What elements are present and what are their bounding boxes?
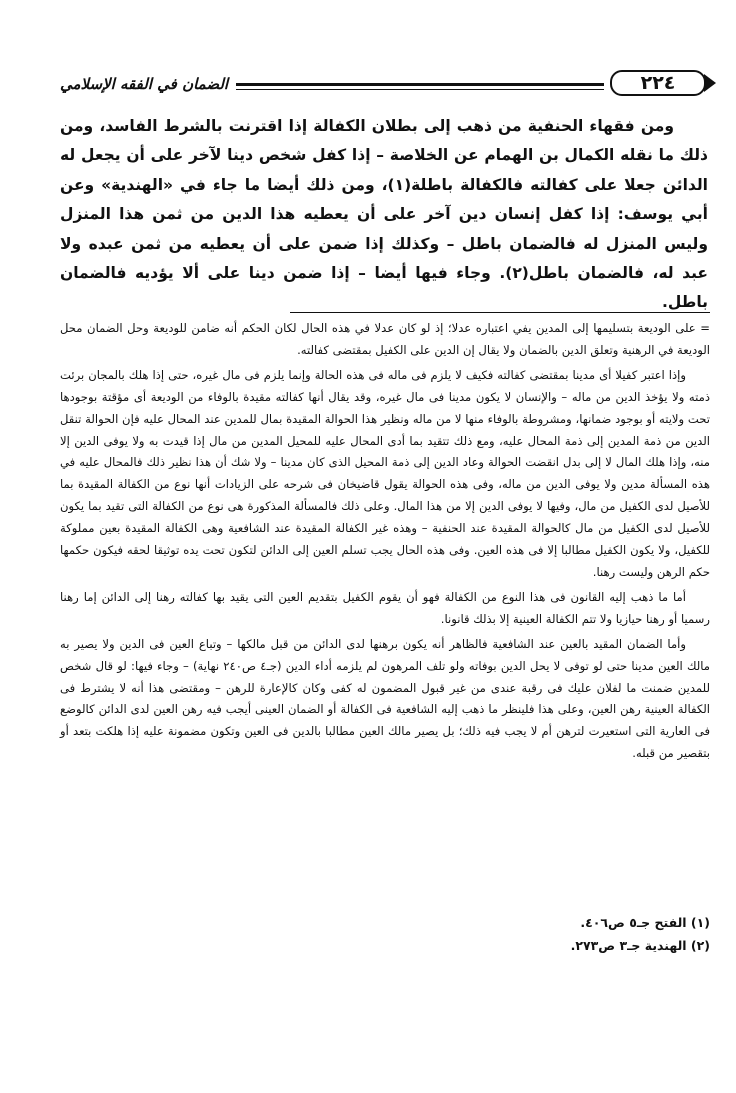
footnote-continuation: = على الوديعة بتسليمها إلى المدين يفي اعتباره عدلا؛ إذ لو كان عدلا في هذه الحال لكان الحكم أنه ضامن للوديعة وحل الضمان محل الوديعة في الرهنية وتعلق الدين بالضمان ولا يقال إن الدين على الكفيل بمقتضى كفالته. (60, 321, 710, 357)
running-title: الضمان في الفقه الإسلامي (52, 72, 236, 96)
footnote-paragraph: وإذا اعتبر كفيلا أى مدينا بمقتضى كفالته فكيف لا يلزم فى ماله فى هذه الحالة وإنما يلزم فى مال غيره، حتى إذا هلك بالمجان برئت ذمته ولا يؤخذ الدين من ماله – والإنسان لا يكون مدينا فى مال غيره، وقد يقال أنها كفالته مقيدة بالوفاء من الوديعة أى مؤقتة بوجودها تحت ولايته أو بوجود ضمانها، ومشروطة بالوفاء منها لا من ماله ونظير هذا الحوالة المقيدة بمال للمدين عند المحال عليه فإن الحوالة تنقل الدين من ذمة المدين إلى ذمة المحال عليه، ومع ذلك تتقيد بما أدى المحال عليه للمحيل المدين من مال إذا قيدت به ولا يوفى الدين إلا منه، وإذا هلك المال لا إلى بدل انقضت الحوالة وعاد الدين إلى ذمة المحيل الذى كان مدينا – ولا شك أن هذا نظير ذلك فالمحال عليه في هذه المسألة مدين ولا يوفى الدين من ماله، وفى هذه الحوالة يقول قاضيخان فى شرحه على الزيادات أنها نوع من الكفالة المقيدة بما للأصيل لدى الكفيل من مال، وفيها لا يوفى الدين إلا من هذا المال. وعلى ذلك فالمسألة المذكورة هى نوع من الكفالة التى تقيد بما يكون للأصيل لدى الكفيل من مال كالحوالة المقيدة عند الحنفية – وهذه غير الكفالة المقيدة عند الشافعية وهى الكفالة المقيدة بعين مملوكة للكفيل، ولا يكون الكفيل مطالبا إلا فى هذه العين. وفى هذه الحال يجب تسلم العين إلى الدائن لتكون تحت يده توثيقا لحقه فيكون حكمها حكم الرهن وليست رهنا. (60, 367, 710, 579)
reference-note-1: (١) الفتح جـ٥ ص٤٠٦. (580, 915, 710, 930)
footnotes (60, 318, 710, 768)
page-header (52, 70, 716, 98)
footnote-paragraph: أما ما ذهب إليه القانون فى هذا النوع من الكفالة فهو أن يقوم الكفيل بتقديم العين التى يقيد بها كفالته رهنا إلى الدائن إما رهنا رسميا أو رهنا حيازيا ولا تتم الكفالة العينية إلا بذلك قانونا. (60, 589, 710, 626)
page-number: ٢٢٤ (610, 70, 706, 96)
main-text (60, 112, 708, 318)
main-paragraph: ومن فقهاء الحنفية من ذهب إلى بطلان الكفالة إذا اقترنت بالشرط الفاسد، ومن ذلك ما نقله الكمال بن الهمام عن الخلاصة – إذا كفل شخص دينا لآخر على أن يجعل له الدائن جعلا على كفالته فالكفالة باطلة(١)، ومن ذلك أيضا ما جاء في «الهندية» وعن أبي يوسف: إذا كفل إنسان دين آخر على أن يعطيه هذا الدين من ثمن هذا المنزل وليس المنزل له فالضمان باطل – وكذلك إذا ضمن على أن يعطيه من ثمن عبده ولا عبد له، فالضمان باطل(٢). وجاء فيها أيضا – إذا ضمن دينا على ألا يؤديه فالضمان باطل. (60, 117, 709, 312)
reference-note-2: (٢) الهندية جـ٣ ص٢٧٣. (570, 938, 710, 953)
footnote-paragraph: وأما الضمان المقيد بالعين عند الشافعية فالظاهر أنه يكون برهنها لدى الدائن من قبل مالكها – وتباع العين فى الدين ولا يصير به مالك العين مدينا حتى لو توفى لا يحل الدين بوفاته ولو تلف المرهون لم يلزمه أداء الدين (جـ٤ ص٢٤٠ نهاية) – وجاء فيها: لو قال شخص للمدين ضمنت ما لفلان عليك فى رقبة عندى من غير قبول المضمون له كفى وكان كالإعارة للرهن – ومقتضى هذا أنه لا يشترط فى الكفالة العينية رهن العين، وعلى هذا فلينظر ما ذهب إليه الشافعية فى الكفالة أو الضمان العينى أيجب فيه رهن العين لدى الدائن كالوضع فى العارية التى استعيرت لترهن أم لا يجب فيه ذلك؛ بل يصير مالك العين مطالبا بالدين فى العين وتكون مضمونة عليه إذا هلكت بتعد أو بتقصير من قبله. (60, 636, 711, 761)
reference-notes (300, 911, 710, 957)
footnote-separator (290, 312, 710, 313)
